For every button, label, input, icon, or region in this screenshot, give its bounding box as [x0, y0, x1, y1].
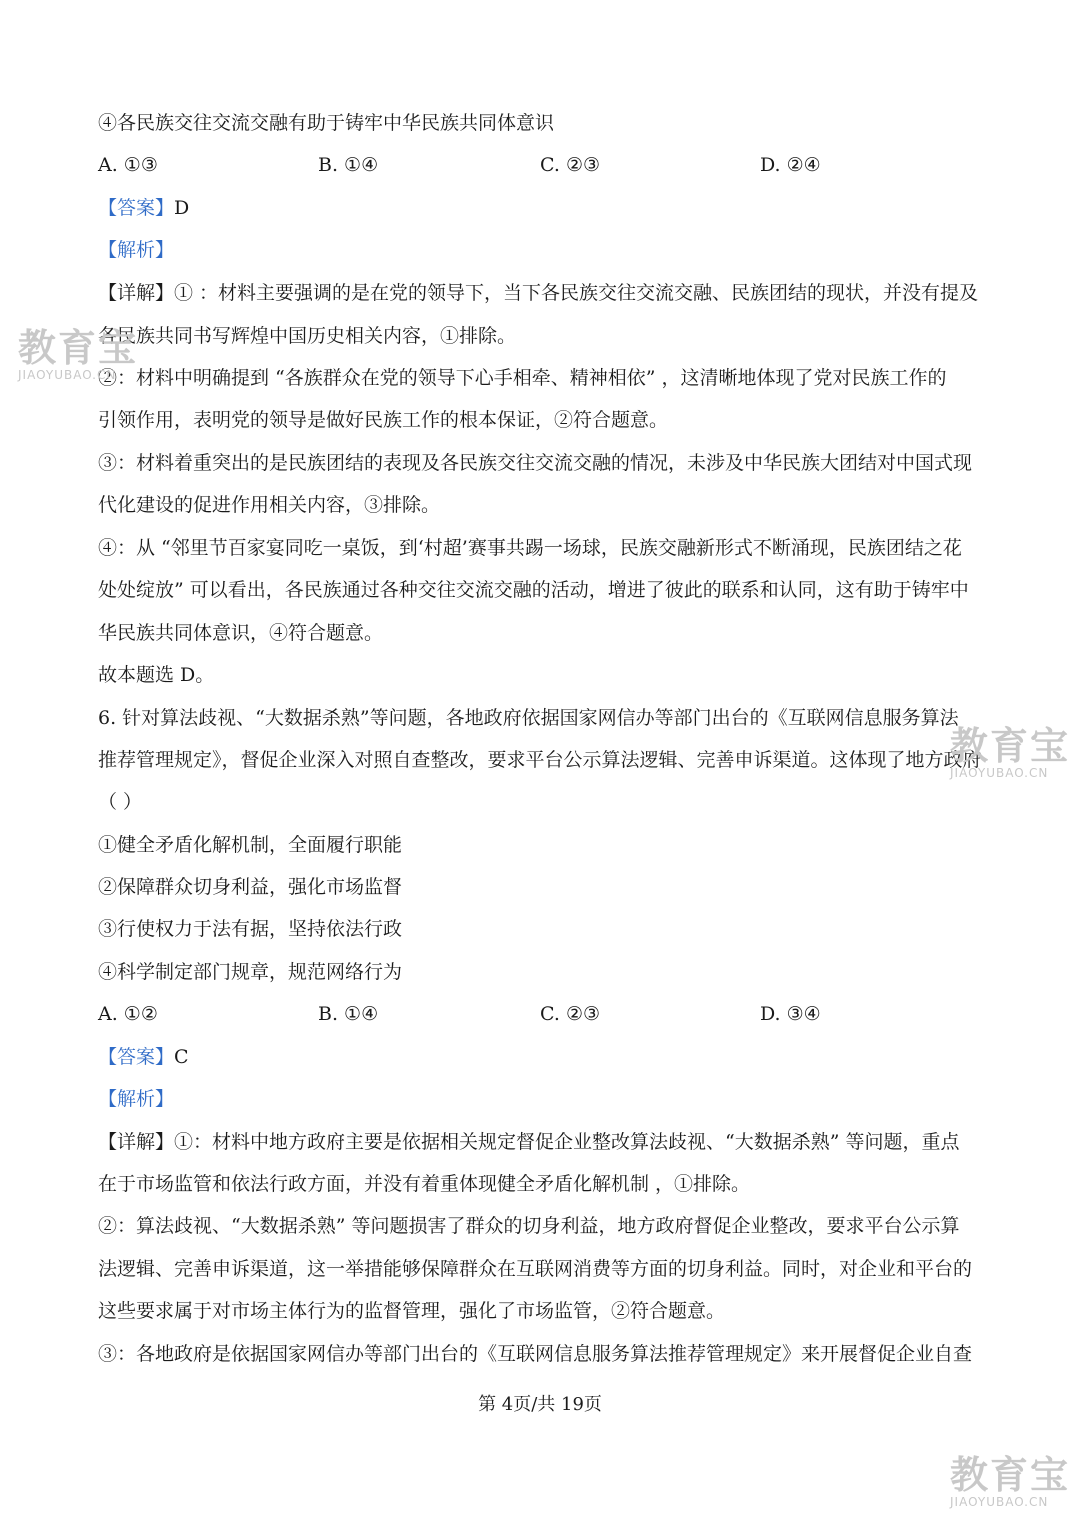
answer-value: D	[174, 197, 190, 219]
q6-statement-4: ④科学制定部门规章，规范网络行为	[98, 961, 403, 983]
q5-detail-line-8: 处处绽放” 可以看出，各民族通过各种交往交流交融的活动，增进了彼此的联系和认同，这有助于铸牢中	[98, 579, 969, 601]
q6-detail-line-3: ②：算法歧视、“大数据杀熟” 等问题损害了群众的切身利益，地方政府督促企业整改，要求平台公示算	[98, 1215, 960, 1237]
watermark-logo	[18, 328, 138, 382]
q6-choice-c: C. ②③	[540, 1003, 601, 1025]
q5-choice-d: D. ②④	[760, 154, 821, 176]
q5-detail-line-7: ④：从 “邻里节百家宴同吃一桌饭，到‘村超’赛事共踢一场球，民族交融新形式不断涌现，民族团结之花	[98, 537, 962, 559]
q6-statement-1: ①健全矛盾化解机制，全面履行职能	[98, 834, 403, 856]
q6-choice-a: A. ①②	[98, 1003, 158, 1025]
answer-tag: 【答案】	[98, 1046, 175, 1068]
watermark-logo	[950, 726, 1070, 780]
q6-detail-line-1: 【详解】①：材料中地方政府主要是依据相关规定督促企业整改算法歧视、“大数据杀熟” 等问题，重点	[98, 1131, 960, 1153]
q5-answer	[98, 195, 189, 221]
watermark-brand: 教育宝	[950, 724, 1071, 768]
q6-blank: （ ）	[98, 791, 143, 813]
watermark-brand: 教育宝	[18, 326, 139, 370]
q5-detail-line-9: 华民族共同体意识，④符合题意。	[98, 622, 384, 644]
watermark-domain: JIAOYUBAO.CN	[18, 368, 117, 382]
answer-value: C	[174, 1046, 189, 1068]
q6-detail-line-2: 在于市场监管和依法行政方面，并没有着重体现健全矛盾化解机制 ，①排除。	[98, 1173, 751, 1195]
q6-detail-line-6: ③：各地政府是依据国家网信办等部门出台的《互联网信息服务算法推荐管理规定》来开展督促企业自查	[98, 1343, 973, 1365]
watermark-logo	[950, 1455, 1070, 1509]
q6-stem-line-2: 推荐管理规定》，督促企业深入对照自查整改，要求平台公示算法逻辑、完善申诉渠道。这体现了地方政府	[98, 749, 982, 771]
q5-detail-line-6: 代化建设的促进作用相关内容，③排除。	[98, 494, 441, 516]
q5-detail-line-4: 引领作用，表明党的领导是做好民族工作的根本保证，②符合题意。	[98, 409, 669, 431]
q6-statement-3: ③行使权力于法有据，坚持依法行政	[98, 918, 403, 940]
q5-detail-line-1: 【详解】① ：材料主要强调的是在党的领导下，当下各民族交往交流交融、民族团结的现状，并没有提及	[98, 282, 979, 304]
q5-choice-c: C. ②③	[540, 154, 601, 176]
q6-detail-line-4: 法逻辑、完善申诉渠道，这一举措能够保障群众在互联网消费等方面的切身利益。同时，对企业和平台的	[98, 1258, 973, 1280]
q5-conclusion: 故本题选 D。	[98, 664, 215, 686]
answer-tag: 【答案】	[98, 197, 175, 219]
q5-detail-line-3: ②：材料中明确提到 “各族群众在党的领导下心手相牵、精神相依” ，这清晰地体现了党对民族工作的	[98, 367, 947, 389]
q6-detail-line-5: 这些要求属于对市场主体行为的监督管理，强化了市场监管，②符合题意。	[98, 1300, 726, 1322]
q6-stem-line-1: 6. 针对算法歧视、“大数据杀熟”等问题，各地政府依据国家网信办等部门出台的《互联网信息服务算法	[98, 707, 959, 729]
q5-analysis-tag: 【解析】	[98, 239, 175, 261]
q6-statement-2: ②保障群众切身利益，强化市场监督	[98, 876, 403, 898]
q5-detail-line-5: ③：材料着重突出的是民族团结的表现及各民族交往交流交融的情况，未涉及中华民族大团结对中国式现	[98, 452, 973, 474]
q6-analysis-tag: 【解析】	[98, 1088, 175, 1110]
watermark-domain: JIAOYUBAO.CN	[950, 766, 1049, 780]
page-footer: 第 4页/共 19页	[478, 1394, 602, 1415]
watermark-brand: 教育宝	[950, 1453, 1071, 1497]
q6-answer	[98, 1044, 189, 1070]
q6-choice-b: B. ①④	[318, 1003, 379, 1025]
watermark-domain: JIAOYUBAO.CN	[950, 1495, 1049, 1509]
q6-choice-d: D. ③④	[760, 1003, 821, 1025]
q5-detail-line-2: 各民族共同书写辉煌中国历史相关内容，①排除。	[98, 325, 517, 347]
q5-choice-b: B. ①④	[318, 154, 379, 176]
q5-choice-a: A. ①③	[98, 154, 158, 176]
q5-option-4: ④各民族交往交流交融有助于铸牢中华民族共同体意识	[98, 112, 555, 134]
